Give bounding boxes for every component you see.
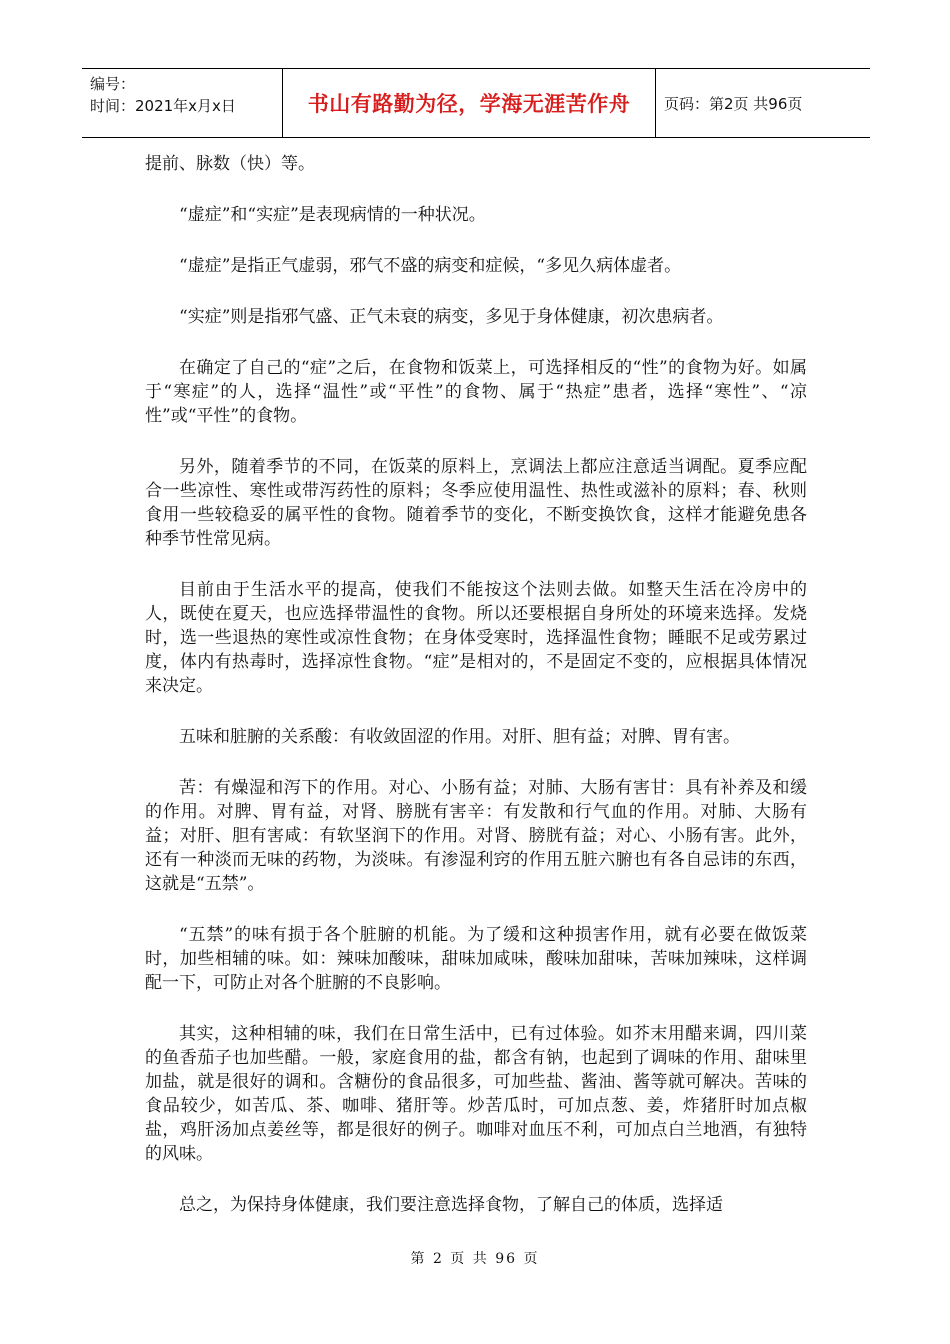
document-body xyxy=(145,152,807,1244)
paragraph-11: 总之，为保持身体健康，我们要注意选择食物，了解自己的体质，选择适 xyxy=(179,1195,723,1215)
paragraph-6: 目前由于生活水平的提高，使我们不能按这个法则去做。如整天生活在冷房中的人，既使在夏天，也应选择带温性的食物。所以还要根据自身所处的环境来选择。发烧时，选一些退热的寒性或凉性食物；在身体受寒时，选择温性食物；睡眠不足或劳累过度，体内有热毒时，选择凉性食物。“症”是相对的，不是固定不变的，应根据具体情况来决定。 xyxy=(145,580,807,696)
time-label: 时间：2021年x月x日 xyxy=(90,97,236,115)
paragraph-1: “虚症”和“实症”是表现病情的一种状况。 xyxy=(179,205,486,225)
header-meta-cell xyxy=(82,69,283,137)
paragraph-4: 在确定了自己的“症”之后，在食物和饭菜上，可选择相反的“性”的食物为好。如属于“寒症”的人，选择“温性”或“平性”的食物、属于“热症”患者，选择“寒性”、“凉性”或“平性”的食物。 xyxy=(145,358,807,426)
paragraph-3: “实症”则是指邪气盛、正气未衰的病变，多见于身体健康，初次患病者。 xyxy=(179,307,724,327)
paragraph-2: “虚症”是指正气虚弱，邪气不盛的病变和症候，“多见久病体虚者。 xyxy=(179,256,682,276)
header-motto: 书山有路勤为径，学海无涯苦作舟 xyxy=(283,69,656,137)
page-header xyxy=(82,68,870,138)
paragraph-7: 五味和脏腑的关系酸：有收敛固涩的作用。对肝、胆有益；对脾、胃有害。 xyxy=(179,727,740,747)
paragraph-10: 其实，这种相辅的味，我们在日常生活中，已有过体验。如芥末用醋来调，四川菜的鱼香茄子也加些醋。一般，家庭食用的盐，都含有钠，也起到了调味的作用、甜味里加盐，就是很好的调和。含糖份的食品很多，可加些盐、酱油、酱等就可解决。苦味的食品较少，如苦瓜、茶、咖啡、猪肝等。炒苦瓜时，可加点葱、姜，炸猪肝时加点椒盐，鸡肝汤加点姜丝等，都是很好的例子。咖啡对血压不利，可加点白兰地酒，有独特的风味。 xyxy=(145,1024,807,1164)
header-page-info: 页码：第2页 共96页 xyxy=(664,94,803,113)
paragraph-9: “五禁”的味有损于各个脏腑的机能。为了缓和这种损害作用，就有必要在做饭菜时，加些相辅的味。如：辣味加酸味，甜味加咸味，酸味加甜味，苦味加辣味，这样调配一下，可防止对各个脏腑的不良影响。 xyxy=(145,925,807,993)
paragraph-5: 另外，随着季节的不同，在饭菜的原料上，烹调法上都应注意适当调配。夏季应配合一些凉性、寒性或带泻药性的原料；冬季应使用温性、热性或滋补的原料；春、秋则食用一些较稳妥的属平性的食物。随着季节的变化，不断变换饮食，这样才能避免患各种季节性常见病。 xyxy=(145,457,807,549)
page-footer: 第 2 页 共 96 页 xyxy=(410,1251,540,1267)
serial-label: 编号： xyxy=(90,75,136,93)
paragraph-0: 提前、脉数（快）等。 xyxy=(145,154,315,174)
paragraph-8: 苦：有燥湿和泻下的作用。对心、小肠有益；对肺、大肠有害甘：具有补养及和缓的作用。对脾、胃有益，对肾、膀胱有害辛：有发散和行气血的作用。对肺、大肠有益；对肝、胆有害咸：有软坚润下的作用。对肾、膀胱有益；对心、小肠有害。此外，还有一种淡而无味的药物，为淡味。有渗湿利窍的作用五脏六腑也有各自忌讳的东西，这就是“五禁”。 xyxy=(145,778,807,894)
